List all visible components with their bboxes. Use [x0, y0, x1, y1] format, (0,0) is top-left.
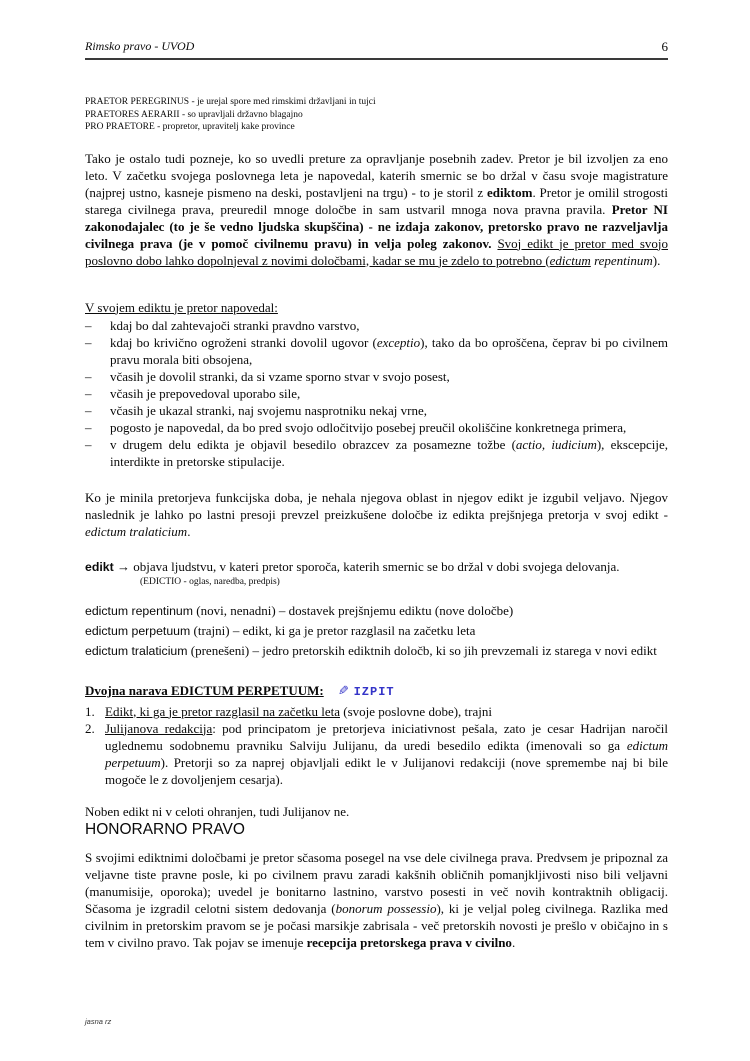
page-number: 6	[661, 39, 668, 54]
edict-list-item	[85, 402, 668, 419]
edict-list-item-text: pogosto je napovedal, da bo pred svojo odločitvijo posebej preučil okoliščine konkretnega primera,	[110, 419, 627, 435]
dash-marker: –	[85, 368, 92, 384]
dvojna-list-item	[85, 703, 668, 720]
intro-paragraph: Tako je ostalo tudi pozneje, ko so uvedli preture za opravljanje posebnih zadev. Pretor je bil izvoljen za eno leto. V začetku svojega poslovnega leta je napovedal, katerih smernic se bo držal v času svoje magistrature (najprej ustno, kasneje pismeno na deski, postavljeni na trgu) - to je storil z ediktom. Pretor je omilil strogosti starega civilnega prava, preuredil mnoge določbe in sam ustvaril mnoga nova pravna pravila. Pretor NI zakonodajalec (to je še vedno ljudska skupščina) - ne izdaja zakonov, pretorsko pravo ne razveljavlja civilnega prava (je v pomoč civilnemu pravu) in velja poleg zakonov. Svoj edikt je pretor med svojo poslovno dobo lahko dopolnjeval z novimi določbami, kadar se mu je zdelo to potrebno (edictum repentinum).	[85, 150, 669, 268]
footer-author: jasna rz	[85, 1017, 112, 1026]
number-marker: 2.	[85, 720, 95, 736]
edikt-definition-line: edikt → objava ljudstvu, v kateri pretor sporoča, katerih smernic se bo držal v dobi svojega delovanja.	[85, 558, 620, 574]
dvojna-heading-row	[85, 682, 668, 701]
praetor-note: PRAETOR PEREGRINUS - je urejal spore med rimskimi državljani in tujci	[85, 97, 376, 107]
dash-marker: –	[85, 436, 92, 452]
edict-list	[85, 317, 668, 470]
edictum-definitions	[85, 601, 668, 661]
header-title: Rimsko pravo - UVOD	[85, 39, 195, 53]
edictum-definition-line: edictum perpetuum (trajni) – edikt, ki ga je pretor razglasil na začetku leta	[85, 622, 476, 638]
edict-list-item-text: kdaj bo krivično ogroženi stranki dovolil ugovor (exceptio), tako da bo oproščena, čeprav bi po civilnem pravu morala biti obsojena,	[110, 334, 668, 367]
dash-marker: –	[85, 317, 92, 333]
edict-list-item	[85, 419, 668, 436]
praetor-note: PRO PRAETORE - propretor, upravitelj kake province	[85, 122, 295, 132]
edict-list-item	[85, 368, 668, 385]
izpit-badge	[338, 682, 395, 701]
edict-list-item-text: včasih je prepovedoval uporabo sile,	[110, 385, 301, 401]
dvojna-list-item	[85, 720, 668, 788]
edict-list-item	[85, 317, 668, 334]
edict-list-item-text: v drugem delu edikta je objavil besedilo obrazcev za posamezne tožbe (actio, iudicium), ekscepcije, interdikte in pretorske stipulacije.	[110, 436, 668, 469]
edict-list-item	[85, 436, 668, 470]
edict-list-item	[85, 334, 668, 368]
edictio-note: (EDICTIO - oglas, naredba, predpis)	[140, 576, 280, 587]
dash-marker: –	[85, 334, 92, 350]
dvojna-list-item-text: Julijanova redakcija: pod principatom je pretorjeva iniciativnost pešala, zato je cesar Hadrijan naročil uglednemu sodobnemu pravniku Salviju Julijanu, da uredi besedilo edikta (imenovali so ga edictum perpetuum). Pretorji so za naprej objavljali edikt le v Julijanovi redakciji (nove spremembe naj bi bile mogoče le z dovoljenjem cesarja).	[105, 720, 668, 787]
noben-edikt-line: Noben edikt ni v celoti ohranjen, tudi Julijanov ne.	[85, 803, 350, 819]
edict-list-heading: V svojem ediktu je pretor napovedal:	[85, 299, 278, 315]
dvojna-list	[85, 703, 668, 788]
honorarno-pravo-heading: HONORARNO PRAVO	[85, 820, 245, 838]
edictum-definition-line: edictum repentinum (novi, nenadni) – dostavek prejšnjemu ediktu (nove določbe)	[85, 602, 514, 618]
praetor-note: PRAETORES AERARII - so upravljali državno blagajno	[85, 109, 303, 120]
edict-list-item-text: včasih je ukazal stranki, naj svojemu nasprotniku nekaj vrne,	[110, 402, 427, 418]
izpit-label: IZPIT	[353, 684, 395, 699]
recepcija-paragraph: S svojimi ediktnimi določbami je pretor sčasoma posegel na vse dele civilnega prava. Predvsem je pripoznal za veljavne tiste pravne posle, ki po civilnem pravu zaradi kakšnih obličnih pomanjkljivosti niso bili veljavni (manumisije, oporoka); uvedel je bonitarno lastnino, varstvo posesti in več novih kontraktnih obligacij. Sčasoma je izgradil celotni sistem dedovanja (bonorum possessio), ki je veljal poleg civilnega. Razlika med civilnim in pretorskim pravom se je počasi marsikje zabrisala - več pretorskih novosti je prešlo v običajno in s tem v civilno pravo. Tak pojav se imenuje recepcija pretorskega prava v civilno.	[85, 849, 668, 950]
dvojna-list-item-text: Edikt, ki ga je pretor razglasil na začetku leta (svoje poslovne dobe), trajni	[105, 703, 492, 719]
dash-marker: –	[85, 385, 92, 401]
dash-marker: –	[85, 419, 92, 435]
dvojna-narava-heading: Dvojna narava EDICTUM PERPETUUM:	[85, 682, 324, 698]
edictum-definition-line: edictum tralaticium (prenešeni) – jedro pretorskih ediktnih določb, ki so jih prevzemali iz starega v novi edikt	[85, 642, 657, 658]
edict-list-item	[85, 385, 668, 402]
pencil-icon: ✎	[337, 682, 349, 698]
page-header	[85, 38, 668, 60]
praetor-notes	[85, 96, 668, 134]
edict-list-item-text: včasih je dovolil stranki, da si vzame sporno stvar v svojo posest,	[110, 368, 450, 384]
tralaticium-paragraph: Ko je minila pretorjeva funkcijska doba, je nehala njegova oblast in njegov edikt je izgubil veljavo. Njegov naslednik je lahko po lastni presoji prevzel preizkušene določbe iz edikta prejšnjega pretorja v svoj edikt - edictum tralaticium.	[85, 489, 668, 539]
edict-list-item-text: kdaj bo dal zahtevajoči stranki pravdno varstvo,	[110, 317, 360, 333]
dash-marker: –	[85, 402, 92, 418]
number-marker: 1.	[85, 703, 95, 719]
